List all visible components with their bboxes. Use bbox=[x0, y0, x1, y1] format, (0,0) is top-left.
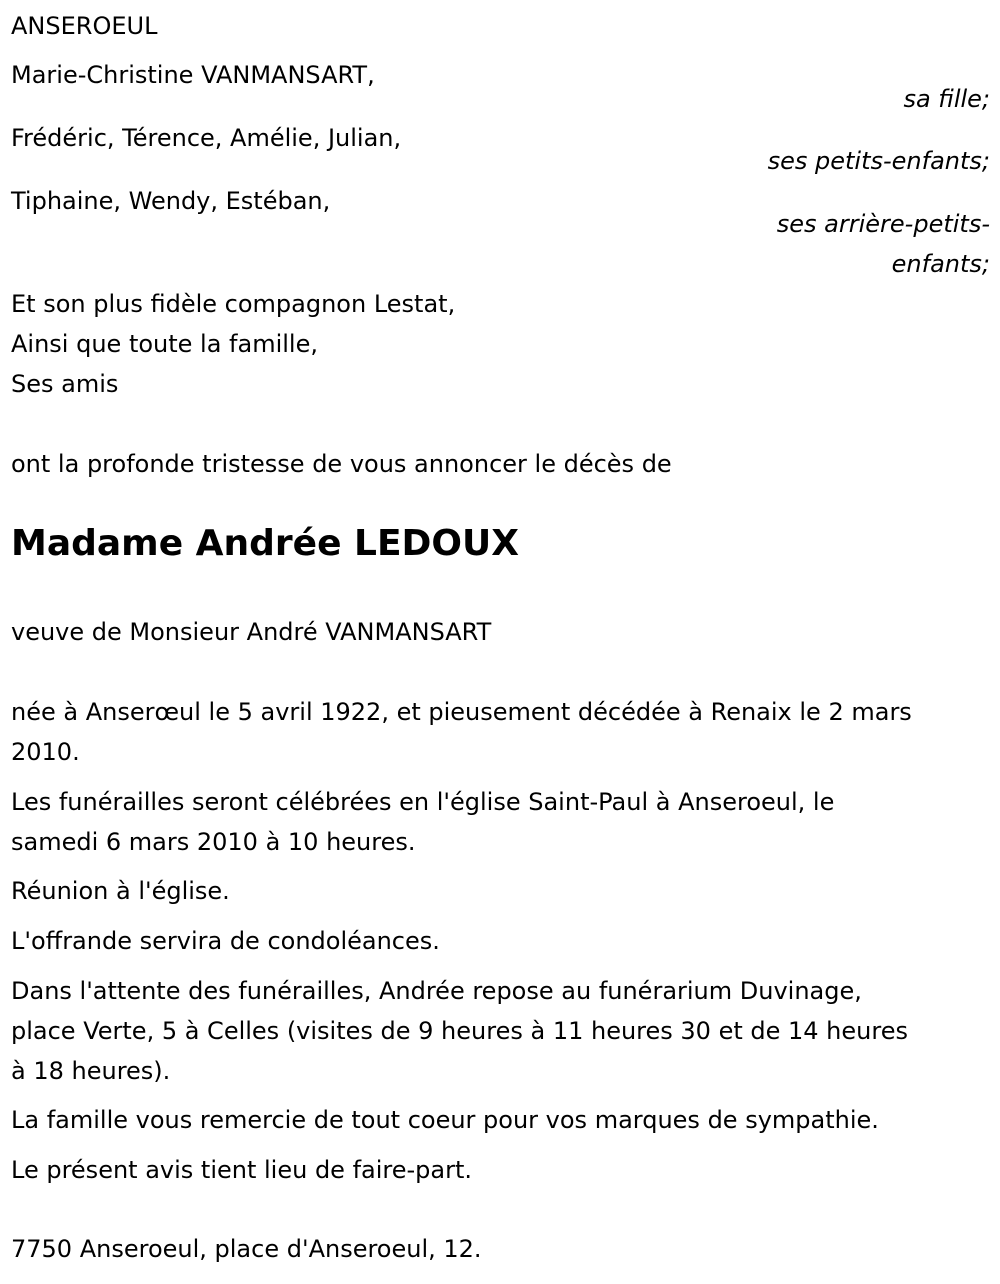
meeting-line: Réunion à l'église. bbox=[11, 877, 230, 905]
family-great-grandchildren-relation-line1: ses arrière-petits- bbox=[776, 210, 990, 238]
birth-death-line-1: née à Anserœul le 5 avril 1922, et pieusement décédée à Renaix le 2 mars bbox=[11, 698, 912, 726]
family-line: Ainsi que toute la famille, bbox=[11, 330, 318, 358]
family-great-grandchildren-relation-line2: enfants; bbox=[891, 250, 990, 278]
family-grandchildren-relation: ses petits-enfants; bbox=[767, 147, 990, 175]
town-header: ANSEROEUL bbox=[11, 12, 158, 40]
offering-line: L'offrande servira de condoléances. bbox=[11, 927, 440, 955]
friends-line: Ses amis bbox=[11, 370, 119, 398]
family-great-grandchildren-names: Tiphaine, Wendy, Estéban, bbox=[11, 187, 331, 215]
notice-line: Le présent avis tient lieu de faire-part. bbox=[11, 1156, 473, 1184]
rest-line-1: Dans l'attente des funérailles, Andrée repose au funérarium Duvinage, bbox=[11, 977, 862, 1005]
deceased-name: Madame Andrée LEDOUX bbox=[11, 523, 520, 564]
family-daughter-relation: sa fille; bbox=[903, 85, 990, 113]
rest-line-2: place Verte, 5 à Celles (visites de 9 heures à 11 heures 30 et de 14 heures bbox=[11, 1017, 908, 1045]
family-grandchildren-names: Frédéric, Térence, Amélie, Julian, bbox=[11, 124, 402, 152]
companion-line: Et son plus fidèle compagnon Lestat, bbox=[11, 290, 456, 318]
funeral-line-2: samedi 6 mars 2010 à 10 heures. bbox=[11, 828, 416, 856]
birth-death-line-2: 2010. bbox=[11, 738, 80, 766]
rest-line-3: à 18 heures). bbox=[11, 1057, 171, 1085]
address-line: 7750 Anseroeul, place d'Anseroeul, 12. bbox=[11, 1235, 482, 1263]
announcement-text: ont la profonde tristesse de vous annoncer le décès de bbox=[11, 450, 672, 478]
spouse-line: veuve de Monsieur André VANMANSART bbox=[11, 618, 492, 646]
thanks-line: La famille vous remercie de tout coeur pour vos marques de sympathie. bbox=[11, 1106, 879, 1134]
family-daughter-name: Marie-Christine VANMANSART, bbox=[11, 61, 375, 89]
funeral-line-1: Les funérailles seront célébrées en l'église Saint-Paul à Anseroeul, le bbox=[11, 788, 835, 816]
